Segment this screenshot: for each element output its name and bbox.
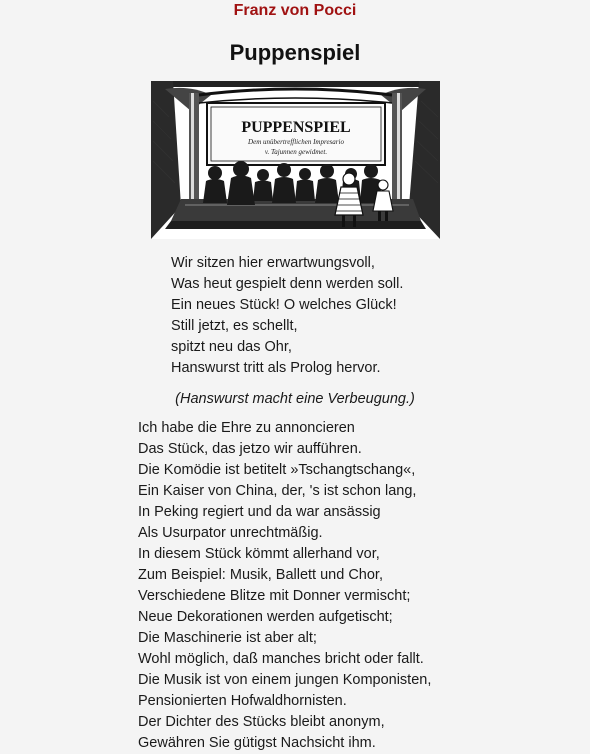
verse-line: Der Dichter des Stücks bleibt anonym, <box>138 714 385 730</box>
verse-line: Zum Beispiel: Musik, Ballett und Chor, <box>138 567 383 583</box>
verse-line: Ein neues Stück! O welches Glück! <box>171 297 397 313</box>
verse-line: Die Maschinerie ist aber alt; <box>138 630 317 646</box>
verse-line: Gewähren Sie gütigst Nachsicht ihm. <box>138 735 376 751</box>
puppet-theater-woodcut-icon <box>151 81 440 239</box>
sign-line-2: v. Tajunnen gewidmet. <box>264 148 328 156</box>
verse-line: Still jetzt, es schellt, <box>171 318 298 334</box>
puppet-theater-illustration <box>151 81 440 239</box>
verse-line: Die Musik ist von einem jungen Komponisten, <box>138 672 432 688</box>
verse-line: spitzt neu das Ohr, <box>171 339 292 355</box>
stage-direction: (Hanswurst macht eine Verbeugung.) <box>175 391 415 407</box>
verse-line: Neue Dekorationen werden aufgetischt; <box>138 609 393 625</box>
sign-title: PUPPENSPIEL <box>241 119 351 136</box>
verse-line: Verschiedene Blitze mit Donner vermischt; <box>138 588 411 604</box>
verse-line: Ein Kaiser von China, der, 's ist schon lang, <box>138 483 417 499</box>
verse-line: Was heut gespielt denn werden soll. <box>171 276 404 292</box>
sign-line-1: Dem unübertrefflichen Impresario <box>248 138 344 146</box>
verse-line: Hanswurst tritt als Prolog hervor. <box>171 360 381 376</box>
verse-line: In diesem Stück kömmt allerhand vor, <box>138 546 380 562</box>
verse-line: Wir sitzen hier erwartwungsvoll, <box>171 255 375 271</box>
verse-line: Pensionierten Hofwaldhornisten. <box>138 693 347 709</box>
poem-title: Puppenspiel <box>229 40 361 65</box>
verse-line: Die Komödie ist betitelt »Tschangtschang«, <box>138 462 416 478</box>
verse-line: Ich habe die Ehre zu annoncieren <box>138 420 355 436</box>
verse-line: In Peking regiert und da war ansässig <box>138 504 381 520</box>
hanswurst-speech <box>138 418 431 754</box>
author-name: Franz von Pocci <box>233 2 357 19</box>
verse-line: Das Stück, das jetzo wir aufführen. <box>138 441 362 457</box>
prologue-verse <box>171 253 403 379</box>
verse-line: Als Usurpator unrechtmäßig. <box>138 525 323 541</box>
verse-line: Wohl möglich, daß manches bricht oder fallt. <box>138 651 424 667</box>
